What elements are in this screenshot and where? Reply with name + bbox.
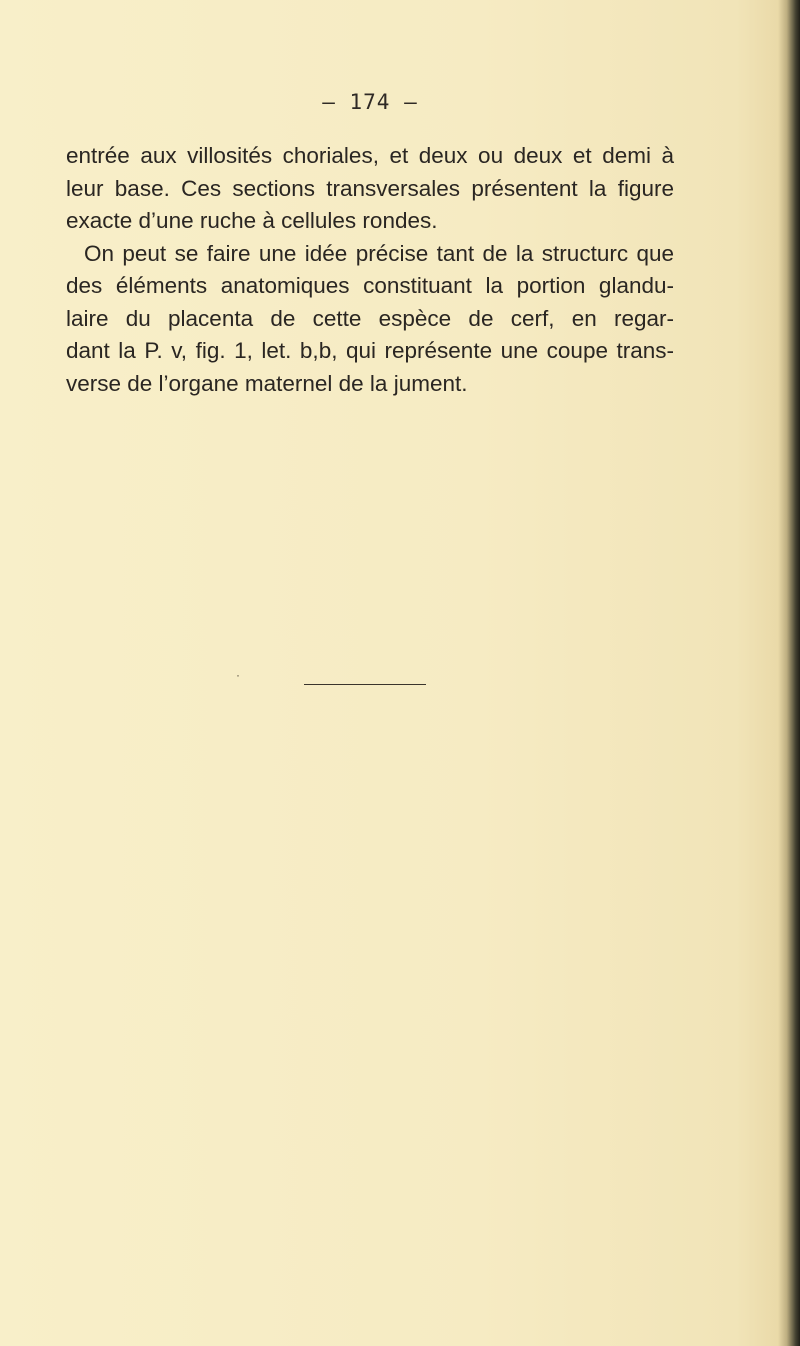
page-edge-shadow (778, 0, 800, 1346)
paragraph-1 (66, 140, 674, 238)
text-line: des éléments anatomiques constituant la portion glandu- (66, 273, 674, 298)
text-line: exacte d’une ruche à cellules rondes. (66, 208, 438, 233)
text-line: verse de l’organe maternel de la jument. (66, 370, 468, 396)
text-line: entrée aux villosités choriales, et deux ou deux et demi à (66, 143, 674, 168)
ink-speck: · (236, 668, 240, 682)
page-number: — 174 — (322, 90, 418, 114)
text-line: dant la P. v, fig. 1, let. b,b, qui représente une coupe trans- (66, 338, 674, 363)
section-rule (304, 684, 426, 685)
body-text (66, 140, 674, 400)
text-line: On peut se faire une idée précise tant de la structurc que (84, 240, 674, 266)
paragraph-2 (66, 238, 674, 401)
text-line: laire du placenta de cette espèce de cerf, en regar- (66, 305, 674, 331)
text-line: leur base. Ces sections transversales présentent la figure (66, 175, 674, 201)
